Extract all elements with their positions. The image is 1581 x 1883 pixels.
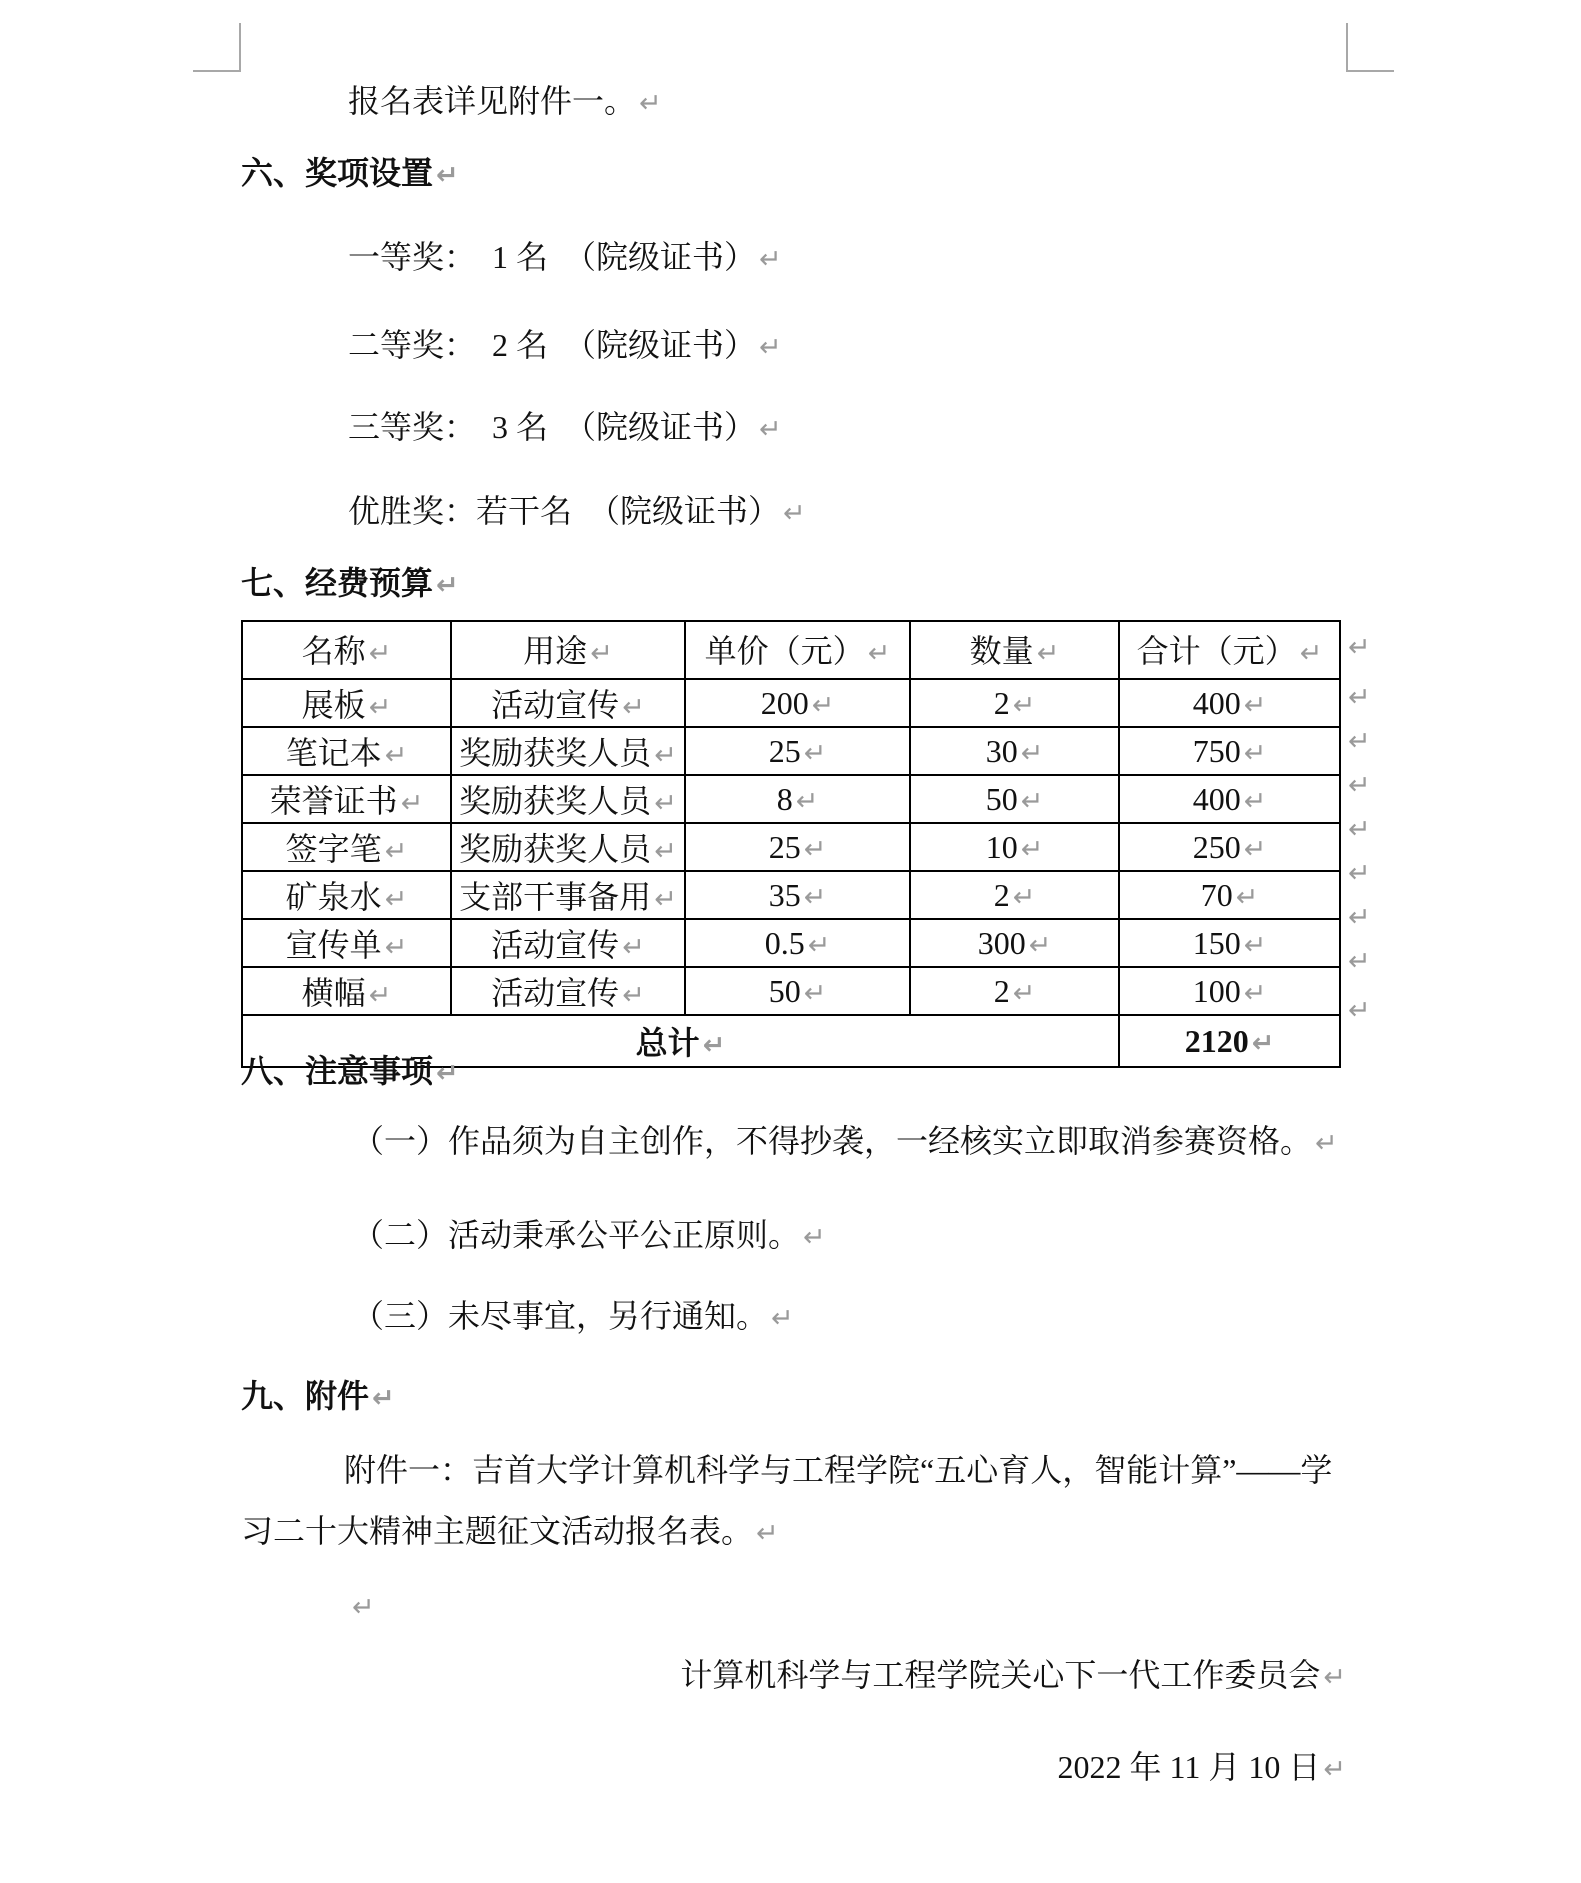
row-end-mark: ↵ (1348, 858, 1371, 889)
cell-text: 奖励获奖人员 (459, 735, 652, 771)
cell-mark: ↵ (622, 980, 645, 1011)
cell-text: 50 (985, 780, 1018, 817)
table-row (242, 967, 1340, 1015)
budget-table (241, 620, 1341, 1068)
cell-text: 10 (985, 828, 1018, 865)
cell-text: 30 (985, 732, 1018, 769)
section6-heading (241, 152, 459, 195)
header-total: 合计（元） (1136, 633, 1297, 669)
cell-mark: ↵ (1243, 785, 1267, 817)
table-cell (1119, 823, 1340, 871)
total-value: 2120 (1184, 1022, 1249, 1059)
table-row (242, 727, 1340, 775)
table-cell (451, 967, 685, 1015)
prize-3-text: 三等奖： 3 名 （院级证书） (348, 409, 757, 445)
table-row (242, 919, 1340, 967)
cell-mark: ↵ (368, 692, 392, 723)
cell-text: 750 (1192, 732, 1241, 769)
paragraph-mark: ↵ (1315, 1128, 1338, 1159)
table-cell (910, 871, 1119, 919)
cell-text: 2 (993, 684, 1010, 721)
table-row (242, 823, 1340, 871)
table-cell (685, 775, 910, 823)
cell-mark: ↵ (1036, 638, 1060, 669)
table-cell (242, 919, 451, 967)
note-3-text: （三）未尽事宜，另行通知。 (352, 1298, 769, 1334)
margin-cropmark-top-left (193, 23, 241, 72)
cell-text: 70 (1200, 876, 1233, 913)
table-cell (910, 679, 1119, 727)
section7-heading-text: 七、经费预算 (241, 565, 434, 601)
section9-heading (241, 1375, 395, 1418)
cell-mark: ↵ (654, 836, 677, 867)
cell-text: 荣誉证书 (269, 783, 398, 819)
section9-heading-text: 九、附件 (241, 1378, 370, 1414)
paragraph-mark: ↵ (1323, 1662, 1346, 1693)
attachment-text-1: 附件一：吉首大学计算机科学与工程学院“五心育人，智能计算”——学 (344, 1452, 1333, 1488)
cell-mark: ↵ (803, 737, 827, 769)
paragraph-mark: ↵ (1323, 1754, 1346, 1785)
paragraph-mark: ↵ (436, 160, 459, 191)
cell-text: 奖励获奖人员 (459, 831, 652, 867)
cell-mark: ↵ (654, 884, 677, 915)
prize-1-text: 一等奖： 1 名 （院级证书） (348, 239, 757, 275)
cell-mark: ↵ (1012, 881, 1036, 913)
cell-text: 2 (993, 876, 1010, 913)
row-end-mark: ↵ (1348, 682, 1371, 713)
cell-mark: ↵ (803, 833, 827, 865)
budget-header-row (242, 621, 1340, 679)
cell-mark: ↵ (807, 929, 831, 961)
header-cell-use (451, 621, 685, 679)
date-line (241, 1742, 1346, 1788)
cell-text: 25 (768, 828, 801, 865)
cell-mark: ↵ (1012, 689, 1036, 721)
table-cell (910, 823, 1119, 871)
cell-mark: ↵ (1299, 638, 1323, 669)
table-cell (910, 967, 1119, 1015)
table-cell (1119, 775, 1340, 823)
table-cell (242, 967, 451, 1015)
note-line-1 (352, 1120, 1338, 1163)
cell-mark: ↵ (622, 932, 645, 963)
cell-text: 150 (1192, 924, 1241, 961)
cell-mark: ↵ (1243, 977, 1267, 1009)
paragraph-mark: ↵ (759, 332, 782, 363)
row-end-mark: ↵ (1348, 995, 1371, 1026)
header-cell-total (1119, 621, 1340, 679)
cell-mark: ↵ (811, 689, 835, 721)
row-end-mark: ↵ (1348, 814, 1371, 845)
header-cell-name (242, 621, 451, 679)
table-cell (1119, 967, 1340, 1015)
cell-mark: ↵ (400, 788, 424, 819)
intro-text: 报名表详见附件一。 (348, 83, 637, 119)
table-row (242, 679, 1340, 727)
row-end-mark: ↵ (1348, 632, 1371, 663)
table-cell (451, 871, 685, 919)
cell-mark: ↵ (384, 932, 408, 963)
paragraph-mark: ↵ (783, 498, 806, 529)
paragraph-mark: ↵ (436, 1058, 459, 1089)
cell-text: 250 (1192, 828, 1241, 865)
attachment-text-2: 习二十大精神主题征文活动报名表。 (241, 1513, 754, 1549)
row-end-mark: ↵ (1348, 726, 1371, 757)
cell-text: 宣传单 (285, 927, 382, 963)
cell-mark: ↵ (368, 638, 392, 669)
paragraph-mark: ↵ (639, 88, 662, 119)
section7-heading (241, 562, 459, 605)
cell-text: 200 (760, 684, 809, 721)
attachment-line-1 (344, 1449, 1332, 1492)
cell-text: 25 (768, 732, 801, 769)
cell-mark: ↵ (867, 638, 891, 669)
section6-heading-text: 六、奖项设置 (241, 155, 434, 191)
cell-mark: ↵ (1020, 833, 1044, 865)
cell-mark: ↵ (368, 980, 392, 1011)
cell-text: 活动宣传 (491, 927, 620, 963)
cell-mark: ↵ (654, 788, 677, 819)
cell-text: 活动宣传 (491, 687, 620, 723)
table-cell (1119, 727, 1340, 775)
intro-line (348, 80, 662, 123)
row-end-mark: ↵ (1348, 902, 1371, 933)
header-unit-price: 单价（元） (704, 633, 865, 669)
cell-mark: ↵ (384, 740, 408, 771)
table-cell (242, 679, 451, 727)
cell-mark: ↵ (1012, 977, 1036, 1009)
cell-mark: ↵ (803, 977, 827, 1009)
empty-paragraph-mark: ↵ (352, 1592, 375, 1623)
cell-mark: ↵ (795, 785, 819, 817)
cell-text: 活动宣传 (491, 975, 620, 1011)
note-line-3 (352, 1295, 794, 1338)
cell-text: 400 (1192, 684, 1241, 721)
table-cell (451, 775, 685, 823)
cell-text: 笔记本 (285, 735, 382, 771)
cell-text: 展板 (301, 687, 366, 723)
section8-heading (241, 1050, 459, 1093)
cell-mark: ↵ (1243, 737, 1267, 769)
cell-mark: ↵ (590, 638, 613, 669)
cell-text: 2 (993, 972, 1010, 1009)
cell-mark: ↵ (1020, 737, 1044, 769)
cell-mark: ↵ (1251, 1027, 1275, 1059)
table-cell (685, 823, 910, 871)
prize-2-text: 二等奖： 2 名 （院级证书） (348, 327, 757, 363)
cell-mark: ↵ (1243, 833, 1267, 865)
prize-line-2 (348, 324, 782, 367)
cell-text: 8 (776, 780, 793, 817)
cell-mark: ↵ (1028, 929, 1052, 961)
paragraph-mark: ↵ (372, 1383, 395, 1414)
prize-line-1 (348, 236, 782, 279)
prize-4-text: 优胜奖：若干名 （院级证书） (348, 493, 781, 529)
paragraph-mark: ↵ (759, 414, 782, 445)
cell-mark: ↵ (702, 1030, 726, 1061)
cell-text: 支部干事备用 (459, 879, 652, 915)
paragraph-mark: ↵ (771, 1303, 794, 1334)
table-cell (242, 823, 451, 871)
table-row (242, 775, 1340, 823)
cell-text: 横幅 (301, 975, 366, 1011)
row-end-mark: ↵ (1348, 770, 1371, 801)
cell-mark: ↵ (384, 884, 408, 915)
table-cell (685, 727, 910, 775)
table-cell (685, 967, 910, 1015)
cell-text: 0.5 (764, 924, 805, 961)
table-cell (451, 679, 685, 727)
cell-mark: ↵ (384, 836, 408, 867)
cell-text: 50 (768, 972, 801, 1009)
table-cell (910, 727, 1119, 775)
prize-line-3 (348, 406, 782, 449)
note-2-text: （二）活动秉承公平公正原则。 (352, 1217, 801, 1253)
prize-line-4 (348, 490, 806, 533)
paragraph-mark: ↵ (759, 244, 782, 275)
table-cell (1119, 919, 1340, 967)
header-cell-quantity (910, 621, 1119, 679)
table-cell (1119, 871, 1340, 919)
cell-mark: ↵ (654, 740, 677, 771)
table-cell (685, 919, 910, 967)
table-cell (685, 679, 910, 727)
table-cell (242, 727, 451, 775)
cell-mark: ↵ (1243, 929, 1267, 961)
table-cell (910, 919, 1119, 967)
paragraph-mark: ↵ (756, 1518, 779, 1549)
cell-text: 奖励获奖人员 (459, 783, 652, 819)
paragraph-mark: ↵ (803, 1222, 826, 1253)
cell-mark: ↵ (1235, 881, 1259, 913)
cell-text: 100 (1192, 972, 1241, 1009)
cell-mark: ↵ (1020, 785, 1044, 817)
header-quantity: 数量 (969, 633, 1034, 669)
paragraph-mark: ↵ (436, 570, 459, 601)
cell-text: 签字笔 (285, 831, 382, 867)
cell-text: 400 (1192, 780, 1241, 817)
total-value-cell (1119, 1015, 1340, 1067)
header-name: 名称 (301, 633, 366, 669)
section8-heading-text: 八、注意事项 (241, 1053, 434, 1089)
date-text: 2022 年 11 月 10 日 (1057, 1749, 1321, 1785)
header-use: 用途 (523, 633, 588, 669)
header-cell-unit-price (685, 621, 910, 679)
total-label: 总计 (635, 1025, 700, 1061)
table-cell (451, 919, 685, 967)
table-cell (451, 727, 685, 775)
row-end-mark: ↵ (1348, 946, 1371, 977)
signature-line (241, 1650, 1346, 1696)
cell-text: 35 (768, 876, 801, 913)
table-cell (1119, 679, 1340, 727)
table-cell (685, 871, 910, 919)
table-cell (451, 823, 685, 871)
cell-mark: ↵ (1243, 689, 1267, 721)
table-cell (242, 775, 451, 823)
cell-text: 300 (977, 924, 1026, 961)
signature-text: 计算机科学与工程学院关心下一代工作委员会 (680, 1657, 1321, 1693)
note-line-2 (352, 1214, 826, 1257)
note-1-text: （一）作品须为自主创作，不得抄袭，一经核实立即取消参赛资格。 (352, 1123, 1313, 1159)
cell-mark: ↵ (622, 692, 645, 723)
table-cell (242, 871, 451, 919)
attachment-line-2 (241, 1510, 779, 1553)
table-cell (910, 775, 1119, 823)
table-row (242, 871, 1340, 919)
cell-text: 矿泉水 (285, 879, 382, 915)
cell-mark: ↵ (803, 881, 827, 913)
margin-cropmark-top-right (1346, 23, 1394, 72)
